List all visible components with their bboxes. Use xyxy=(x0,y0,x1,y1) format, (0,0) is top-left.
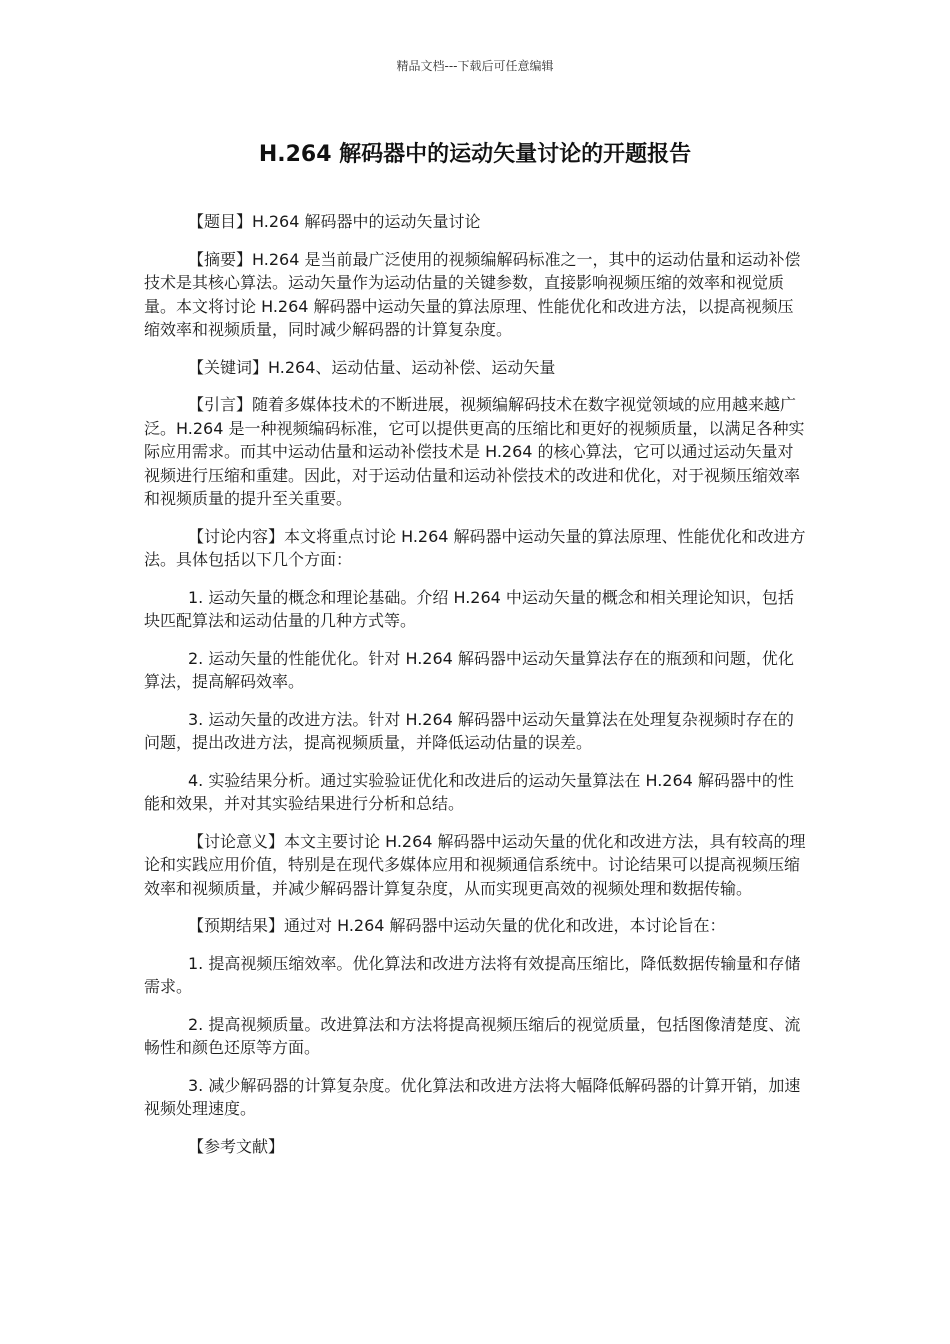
introduction-paragraph: 【引言】随着多媒体技术的不断进展，视频编解码技术在数字视觉领域的应用越来越广泛。H.264 是一种视频编码标准，它可以提供更高的压缩比和更好的视频质量，以满足各种实际应用需求。而其中运动估量和运动补偿技术是 H.264 的核心算法，它可以通过运动矢量对视频进行压缩和重建。因此，对于运动估量和运动补偿技术的改进和优化，对于视频压缩效率和视频质量的提升至关重要。 xyxy=(144,395,805,508)
references-heading: 【参考文献】 xyxy=(188,1136,285,1156)
content-list-item: 4. 实验结果分析。通过实验验证优化和改进后的运动矢量算法在 H.264 解码器中的性能和效果，并对其实验结果进行分析和总结。 xyxy=(144,770,794,813)
expected-list-item: 3. 减少解码器的计算复杂度。优化算法和改进方法将大幅降低解码器的计算开销，加速视频处理速度。 xyxy=(144,1075,801,1118)
header-note: 精品文档---下载后可任意编辑 xyxy=(396,59,554,73)
expected-list-item: 2. 提高视频质量。改进算法和方法将提高视频压缩后的视觉质量，包括图像清楚度、流畅性和颜色还原等方面。 xyxy=(144,1014,801,1057)
content-list-item: 3. 运动矢量的改进方法。针对 H.264 解码器中运动矢量算法在处理复杂视频时存在的问题，提出改进方法，提高视频质量，并降低运动估量的误差。 xyxy=(144,709,794,752)
expected-intro-paragraph: 【预期结果】通过对 H.264 解码器中运动矢量的优化和改进，本讨论旨在： xyxy=(188,916,726,935)
page-title: H.264 解码器中的运动矢量讨论的开题报告 xyxy=(258,142,692,167)
keywords-paragraph: 【关键词】H.264、运动估量、运动补偿、运动矢量 xyxy=(188,357,556,377)
topic-paragraph: 【题目】H.264 解码器中的运动矢量讨论 xyxy=(188,212,481,231)
content-list-item: 2. 运动矢量的性能优化。针对 H.264 解码器中运动矢量算法存在的瓶颈和问题，优化算法，提高解码效率。 xyxy=(144,648,794,691)
expected-list-item: 1. 提高视频压缩效率。优化算法和改进方法将有效提高压缩比，降低数据传输量和存储需求。 xyxy=(144,953,801,996)
content-list-item: 1. 运动矢量的概念和理论基础。介绍 H.264 中运动矢量的概念和相关理论知识，包括块匹配算法和运动估量的几种方式等。 xyxy=(144,587,794,630)
significance-paragraph: 【讨论意义】本文主要讨论 H.264 解码器中运动矢量的优化和改进方法，具有较高的理论和实践应用价值，特别是在现代多媒体应用和视频通信系统中。讨论结果可以提高视频压缩效率和视频质量，并减少解码器计算复杂度，从而实现更高效的视频处理和数据传输。 xyxy=(144,831,806,898)
abstract-paragraph: 【摘要】H.264 是当前最广泛使用的视频编解码标准之一，其中的运动估量和运动补偿技术是其核心算法。运动矢量作为运动估量的关键参数，直接影响视频压缩的效率和视觉质量。本文将讨论 H.264 解码器中运动矢量的算法原理、性能优化和改进方法，以提高视频压缩效率和视频质量，同时减少解码器的计算复杂度。 xyxy=(144,249,801,339)
document-body xyxy=(144,210,806,1172)
content-intro-paragraph: 【讨论内容】本文将重点讨论 H.264 解码器中运动矢量的算法原理、性能优化和改进方法。具体包括以下几个方面： xyxy=(144,526,806,569)
